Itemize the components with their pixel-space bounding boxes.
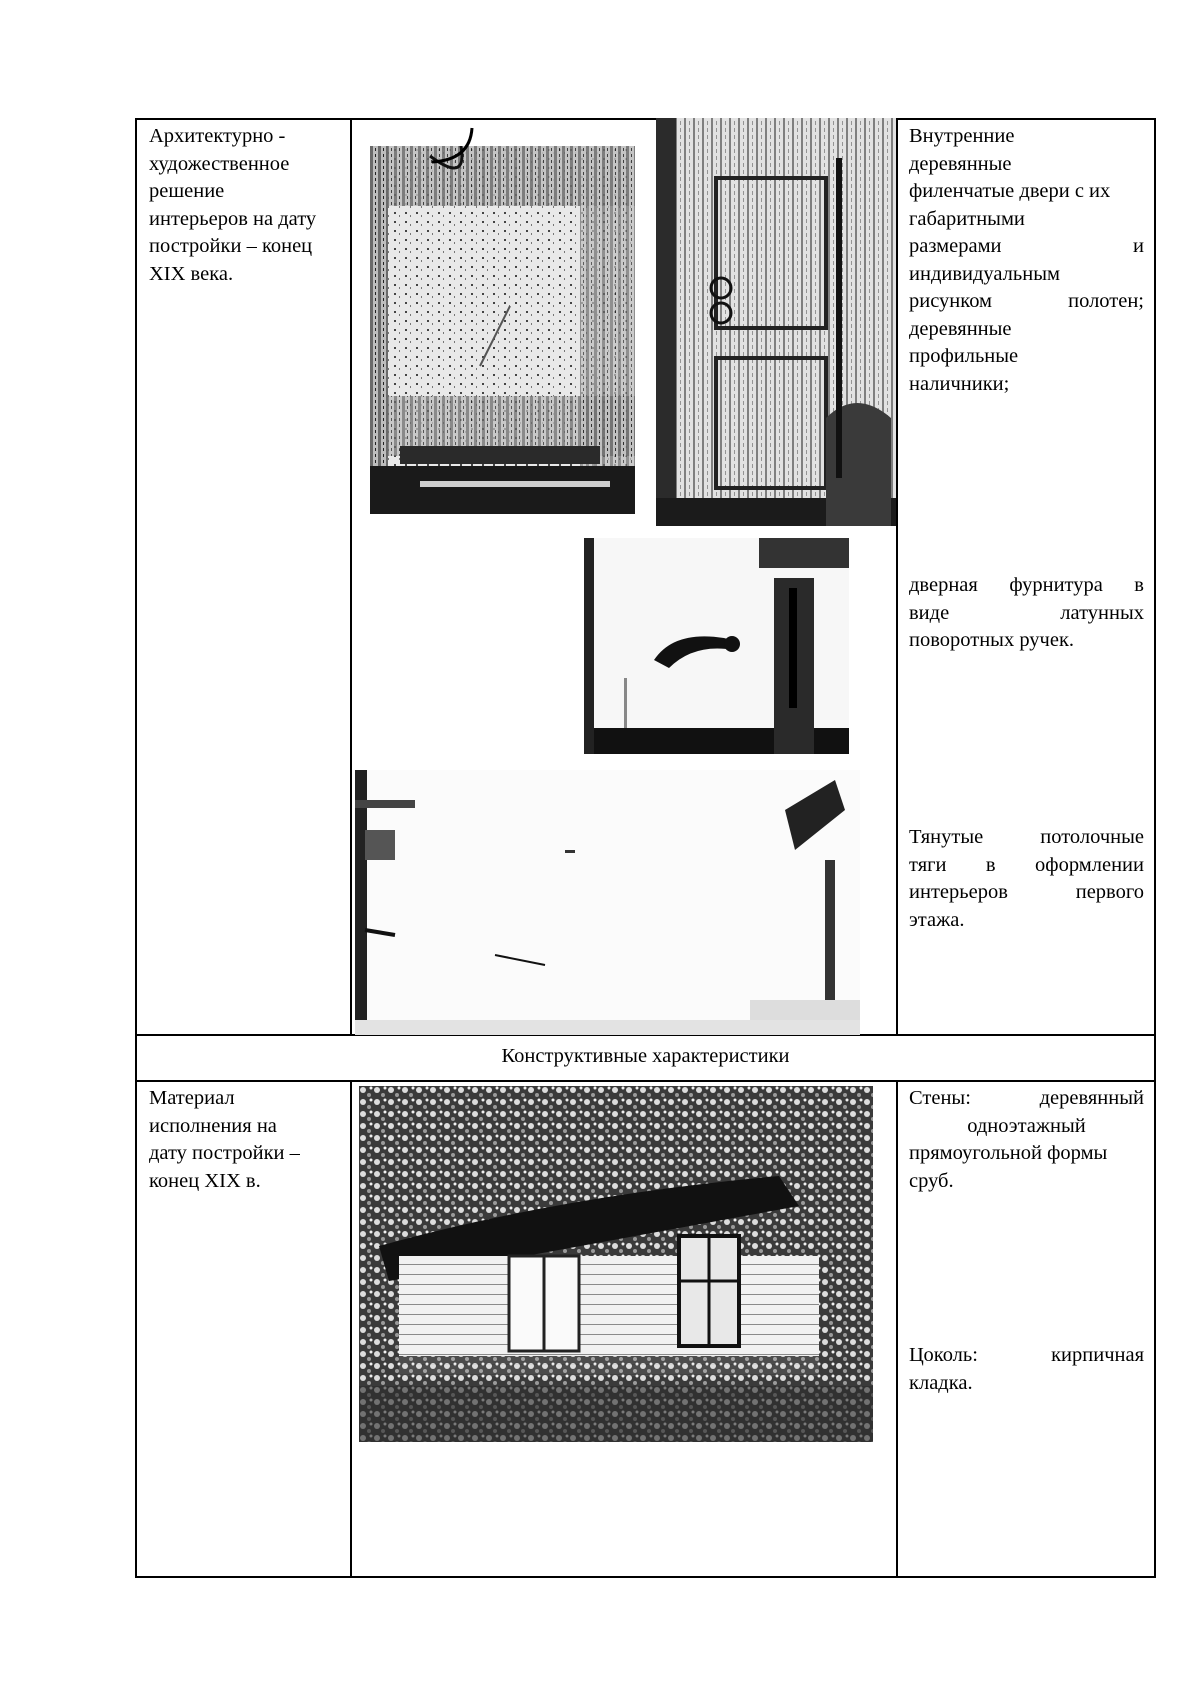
- text-line: дверная фурнитура в: [909, 574, 1144, 596]
- text-line: деревянные: [909, 317, 1012, 340]
- material-label: [149, 1085, 345, 1195]
- text-line: профильные: [909, 345, 1019, 367]
- text-line: интерьеров на дату: [149, 207, 317, 230]
- text-line: дату постройки –: [149, 1142, 300, 1164]
- col-divider-1-top: [350, 118, 352, 1035]
- door-photo-1: [370, 146, 635, 514]
- table-border-right: [1154, 118, 1156, 1578]
- text-line: деревянные: [909, 152, 1012, 175]
- text-line: индивидуальным: [909, 262, 1060, 285]
- text-line: размерами и: [909, 235, 1144, 257]
- house-exterior-photo: [359, 1086, 873, 1442]
- text-line: одноэтажный: [967, 1114, 1086, 1137]
- text-line: художественное: [149, 152, 290, 175]
- ceiling-cornice-photo: [355, 770, 860, 1035]
- table-border-top: [135, 118, 1155, 120]
- interior-solution-label: [149, 123, 345, 288]
- text-line: габаритными: [909, 207, 1025, 230]
- text-line: Тянутые потолочные: [909, 826, 1144, 848]
- text-line: постройки – конец: [149, 235, 313, 257]
- text-line: Архитектурно -: [149, 125, 286, 147]
- ceiling-cornice-description: [909, 824, 1144, 934]
- text-line: наличники;: [909, 372, 1010, 395]
- col-divider-2-top: [896, 118, 898, 1035]
- door-photo-2: [656, 118, 896, 526]
- col-divider-1-bottom: [350, 1080, 352, 1577]
- text-line: тяги в оформлении: [909, 853, 1144, 876]
- table-border-left: [135, 118, 137, 1578]
- text-line: решение: [149, 180, 225, 202]
- section-heading: Конструктивные характеристики: [501, 1045, 790, 1067]
- text-line: исполнения на: [149, 1114, 277, 1137]
- text-line: этажа.: [909, 908, 965, 931]
- text-line: интерьеров первого: [909, 881, 1144, 903]
- walls-description: [909, 1085, 1144, 1195]
- plinth-description: [909, 1342, 1144, 1397]
- text-line: прямоугольной формы: [909, 1142, 1108, 1164]
- text-line: Стены: деревянный: [909, 1087, 1144, 1109]
- text-line: сруб.: [909, 1169, 954, 1192]
- text-line: XIX века.: [149, 262, 234, 285]
- door-handle-photo: [584, 538, 849, 754]
- text-line: Материал: [149, 1087, 235, 1109]
- table-border-bottom: [135, 1576, 1156, 1578]
- doors-description: [909, 123, 1144, 398]
- heading-row-bottom: [135, 1080, 1156, 1082]
- ceiling-curve-accent: [430, 126, 480, 166]
- text-line: поворотных ручек.: [909, 629, 1075, 651]
- text-line: кладка.: [909, 1371, 973, 1394]
- door-hardware-description: [909, 572, 1144, 655]
- text-line: Цоколь: кирпичная: [909, 1344, 1144, 1366]
- text-line: Внутренние: [909, 125, 1015, 147]
- text-line: филенчатые двери с их: [909, 180, 1111, 202]
- text-line: рисунком полотен;: [909, 290, 1144, 312]
- col-divider-2-bottom: [896, 1080, 898, 1577]
- text-line: конец XIX в.: [149, 1169, 261, 1192]
- text-line: виде латунных: [909, 601, 1144, 624]
